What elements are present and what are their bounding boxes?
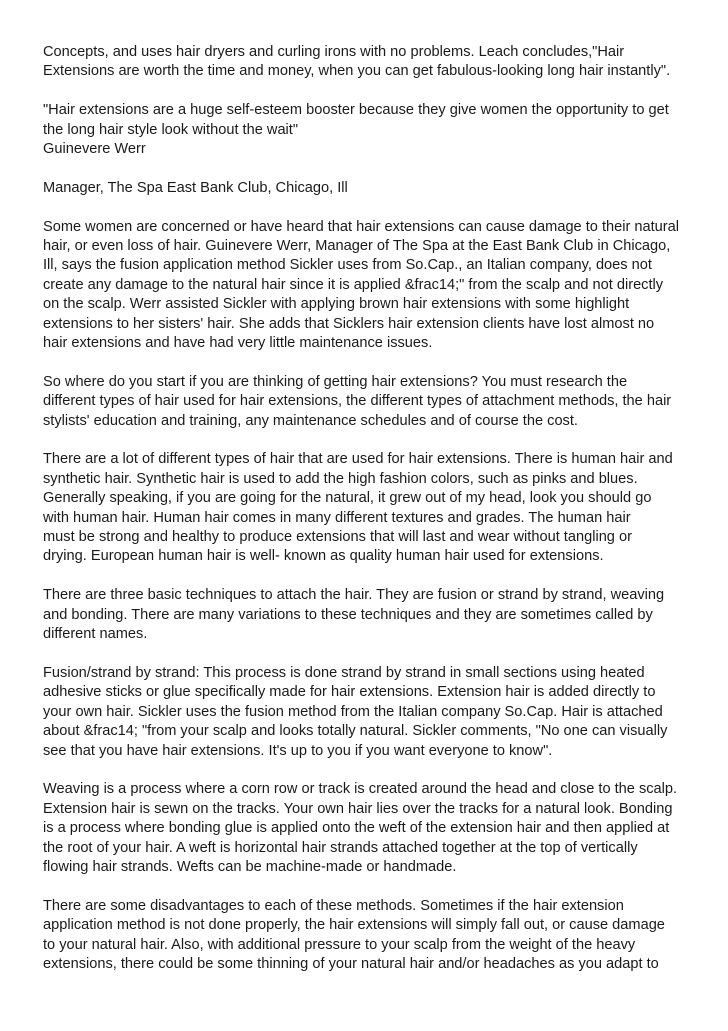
- text-line: Some women are concerned or have heard that hair extensions can cause damage to their natural: [43, 218, 680, 235]
- text-line: the root of your hair. A weft is horizontal hair strands attached together at the top of vertically: [43, 839, 638, 856]
- paragraph: [43, 373, 693, 431]
- text-line: synthetic hair. Synthetic hair is used to add the high fashion colors, such as pinks and blues.: [43, 470, 638, 487]
- text-line: Manager, The Spa East Bank Club, Chicago, Ill: [43, 179, 348, 196]
- text-line: is a process where bonding glue is applied onto the weft of the extension hair and then applied at: [43, 820, 670, 837]
- text-line: Generally speaking, if you are going for the natural, it grew out of my head, look you should go: [43, 490, 652, 507]
- text-line: different types of hair used for hair extensions, the different types of attachment methods, the hair: [43, 393, 672, 410]
- paragraph: [43, 218, 693, 354]
- document-page: [43, 43, 693, 994]
- text-line: So where do you start if you are thinking of getting hair extensions? You must research the: [43, 373, 628, 390]
- text-line: adhesive sticks or glue specifically made for hair extensions. Extension hair is added directly to: [43, 684, 656, 701]
- text-line: see that you have hair extensions. It's up to you if you want everyone to know".: [43, 742, 553, 759]
- text-line: your own hair. Sickler uses the fusion method from the Italian company So.Cap. Hair is attached: [43, 703, 663, 720]
- paragraph: [43, 450, 693, 566]
- text-line: Concepts, and uses hair dryers and curling irons with no problems. Leach concludes,"Hair: [43, 44, 625, 60]
- text-line: Guinevere Werr: [43, 141, 146, 158]
- paragraph: [43, 179, 693, 198]
- text-line: flowing hair strands. Wefts can be machine-made or handmade.: [43, 858, 457, 875]
- text-line: stylists' education and training, any maintenance schedules and of course the cost.: [43, 412, 578, 429]
- paragraph: [43, 43, 693, 82]
- text-line: extensions, there could be some thinning of your natural hair and/or headaches as you adapt to: [43, 955, 659, 972]
- text-line: There are a lot of different types of hair that are used for hair extensions. There is human hair and: [43, 451, 673, 468]
- text-line: hair, or even loss of hair. Guinevere Werr, Manager of The Spa at the East Bank Club in Chicago,: [43, 238, 671, 255]
- text-line: on the scalp. Werr assisted Sickler with applying brown hair extensions with some highlight: [43, 296, 630, 313]
- text-line: and bonding. There are many variations to these techniques and they are sometimes called by: [43, 606, 653, 623]
- text-line: must be strong and healthy to produce extensions that will last and wear without tangling or: [43, 529, 632, 546]
- paragraph: [43, 101, 693, 159]
- text-line: Weaving is a process where a corn row or track is created around the head and close to the scalp.: [43, 781, 678, 798]
- text-line: create any damage to the natural hair since it is applied &frac14;" from the scalp and not directly: [43, 276, 664, 293]
- text-line: different names.: [43, 626, 148, 643]
- text-line: Fusion/strand by strand: This process is done strand by strand in small sections using heated: [43, 664, 645, 681]
- paragraph: [43, 780, 693, 877]
- text-line: There are three basic techniques to attach the hair. They are fusion or strand by strand, weaving: [43, 587, 665, 604]
- paragraph: [43, 586, 693, 644]
- text-line: There are some disadvantages to each of these methods. Sometimes if the hair extension: [43, 897, 624, 914]
- text-line: about &frac14; "from your scalp and looks totally natural. Sickler comments, "No one can visually: [43, 723, 668, 740]
- text-line: drying. European human hair is well- known as quality human hair used for extensions.: [43, 548, 604, 565]
- text-line: to your natural hair. Also, with additional pressure to your scalp from the weight of the heavy: [43, 936, 636, 953]
- text-line: Ill, says the fusion application method Sickler uses from So.Cap., an Italian company, does not: [43, 257, 652, 274]
- text-line: the long hair style look without the wait": [43, 121, 299, 138]
- paragraph: [43, 664, 693, 761]
- text-line: application method is not done properly, the hair extensions will simply fall out, or cause damage: [43, 917, 665, 934]
- text-line: extensions to her sisters' hair. She adds that Sicklers hair extension clients have lost almost no: [43, 315, 655, 332]
- text-line: Extension hair is sewn on the tracks. Your own hair lies over the tracks for a natural look. Bonding: [43, 800, 673, 817]
- text-line: hair extensions and have had very little maintenance issues.: [43, 335, 433, 352]
- text-line: Extensions are worth the time and money, when you can get fabulous-looking long hair instantly".: [43, 63, 671, 80]
- paragraph: [43, 897, 693, 975]
- text-line: "Hair extensions are a huge self-esteem booster because they give women the opportunity to get: [43, 102, 669, 119]
- text-line: with human hair. Human hair comes in many different textures and grades. The human hair: [43, 509, 631, 526]
